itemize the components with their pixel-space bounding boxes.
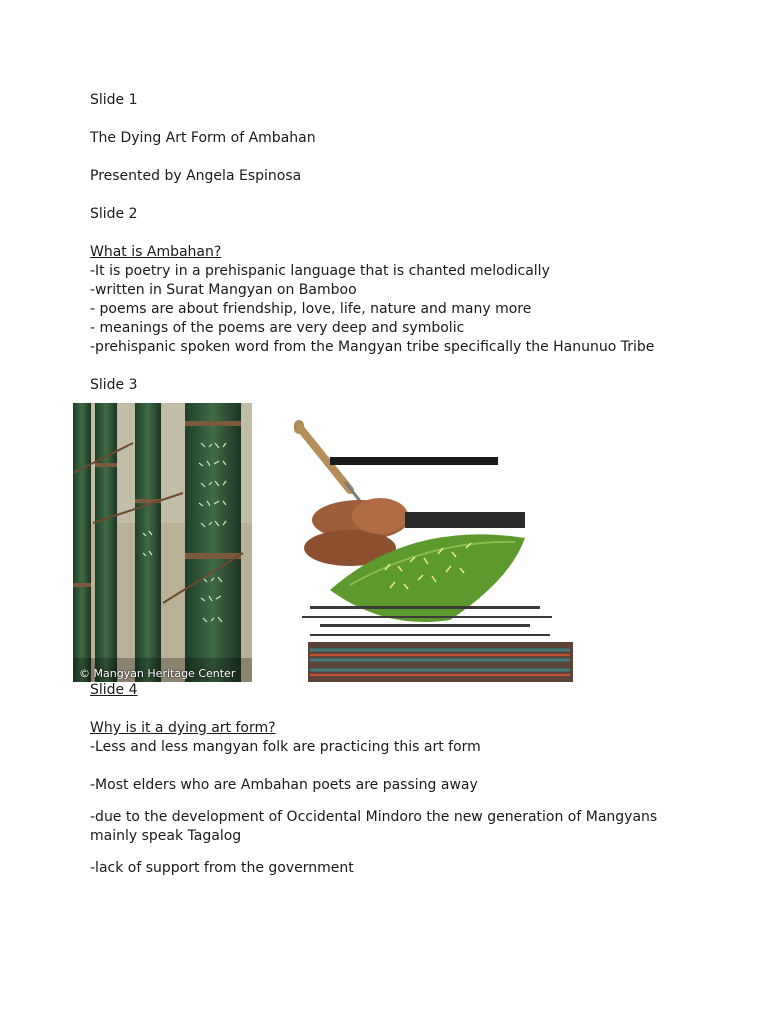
slide-2-point: -written in Surat Mangyan on Bamboo	[90, 282, 357, 298]
slide-4-point: -due to the development of Occidental Mindoro the new generation of Mangyans mainly speak Tagalog	[90, 809, 658, 844]
hand-writing-on-leaf-photo	[290, 420, 575, 682]
presenter-line: Presented by Angela Espinosa	[90, 168, 302, 184]
slide-4-point: -Less and less mangyan folk are practicing this art form	[90, 739, 481, 755]
photo-credit: © Mangyan Heritage Center	[79, 667, 236, 680]
bamboo-script-photo	[73, 403, 252, 682]
slide-3-label: Slide 3	[90, 377, 138, 393]
slide-2-point: - poems are about friendship, love, life, nature and many more	[90, 301, 532, 317]
slide-1-label: Slide 1	[90, 92, 138, 108]
slide-4-label: Slide 4	[90, 682, 138, 698]
presentation-title: The Dying Art Form of Ambahan	[90, 130, 316, 146]
slide-2-heading: What is Ambahan?	[90, 244, 222, 260]
slide-2-label: Slide 2	[90, 206, 138, 222]
slide-4-point: -Most elders who are Ambahan poets are passing away	[90, 777, 478, 793]
slide-2-point: -prehispanic spoken word from the Mangyan tribe specifically the Hanunuo Tribe	[90, 339, 655, 355]
slide-2-point: -It is poetry in a prehispanic language that is chanted melodically	[90, 263, 550, 279]
slide-4-point: -lack of support from the government	[90, 860, 354, 876]
slide-4-heading: Why is it a dying art form?	[90, 720, 276, 736]
slide-2-point: - meanings of the poems are very deep and symbolic	[90, 320, 465, 336]
